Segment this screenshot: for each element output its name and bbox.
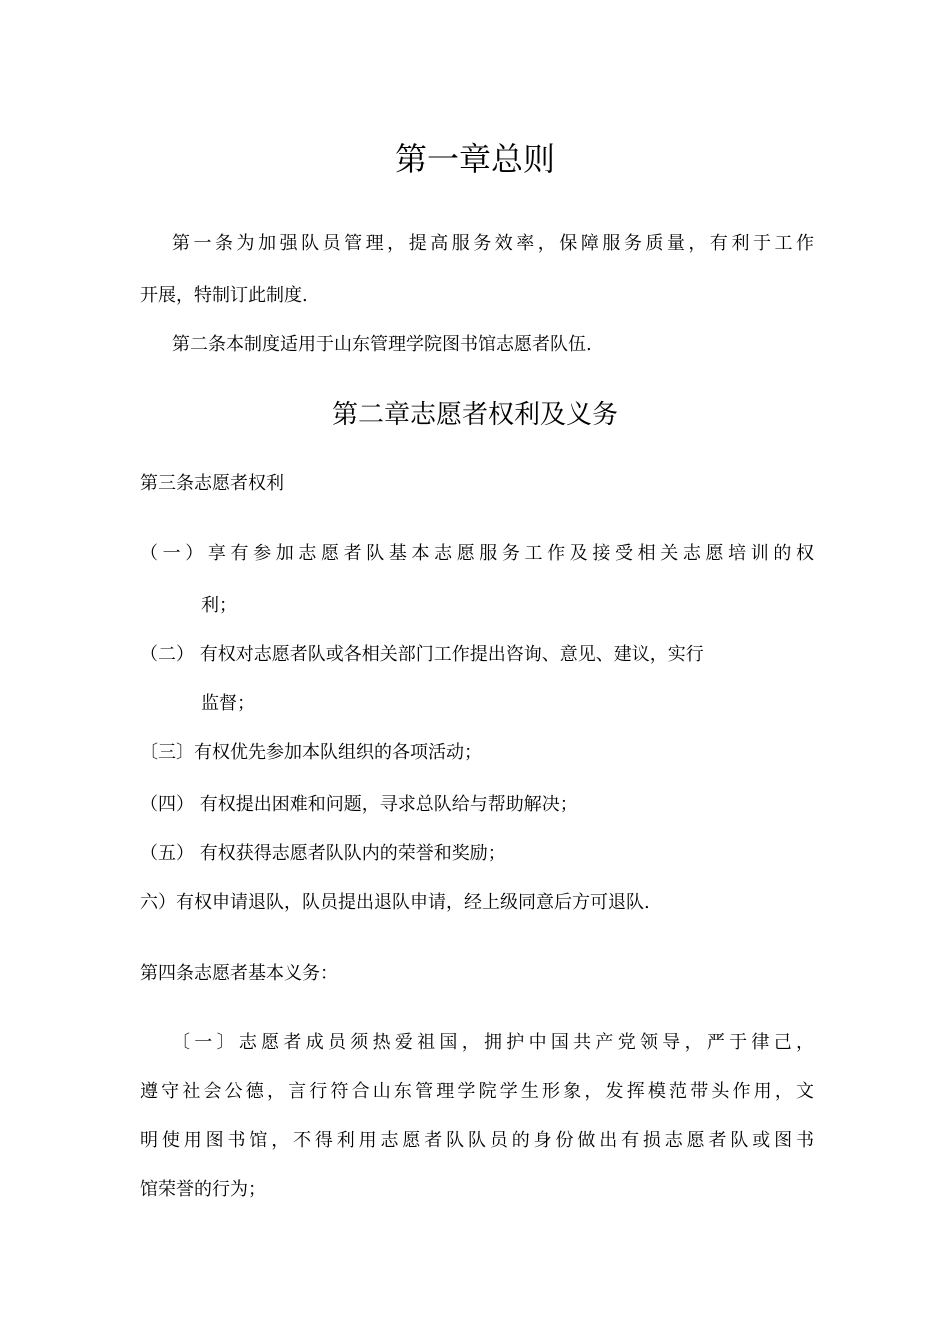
duty-1-line-2: 遵守社会公德，言行符合山东管理学院学生形象，发挥模范带头作用，文 <box>140 1081 814 1102</box>
right-2-line-2: 监督； <box>201 693 255 714</box>
duty-1-line-4: 馆荣誉的行为； <box>140 1179 266 1200</box>
duty-1-line-3: 明使用图书馆，不得利用志愿者队队员的身份做出有损志愿者队或图书 <box>140 1130 814 1151</box>
article-2: 第二条本制度适用于山东管理学院图书馆志愿者队伍. <box>172 334 592 355</box>
article-1-line-2: 开展，特制订此制度. <box>140 285 308 306</box>
article-4-title: 第四条志愿者基本义务： <box>140 963 338 984</box>
article-3-title: 第三条志愿者权利 <box>140 473 284 494</box>
duty-1-line-1: 〔一〕志愿者成员须热爱祖国，拥护中国共产党领导，严于律己， <box>172 1032 814 1053</box>
article-1-line-1: 第一条为加强队员管理，提高服务效率，保障服务质量，有利于工作 <box>172 233 814 254</box>
right-6: 六）有权申请退队，队员提出退队申请，经上级同意后方可退队. <box>140 892 650 913</box>
right-1-line-1: （一）享有参加志愿者队基本志愿服务工作及接受相关志愿培训的权 <box>140 543 814 564</box>
right-3: 〔三〕有权优先参加本队组织的各项活动； <box>140 742 482 763</box>
chapter-2-title: 第二章志愿者权利及义务 <box>331 400 618 430</box>
right-4: （四） 有权提出困难和问题，寻求总队给与帮助解决； <box>140 794 578 815</box>
right-1-line-2: 利； <box>201 595 237 616</box>
chapter-1-title: 第一章总则 <box>394 140 555 178</box>
right-5: （五） 有权获得志愿者队队内的荣誉和奖励； <box>140 843 506 864</box>
right-2-line-1: （二） 有权对志愿者队或各相关部门工作提出咨询、意见、建议，实行 <box>140 644 704 665</box>
